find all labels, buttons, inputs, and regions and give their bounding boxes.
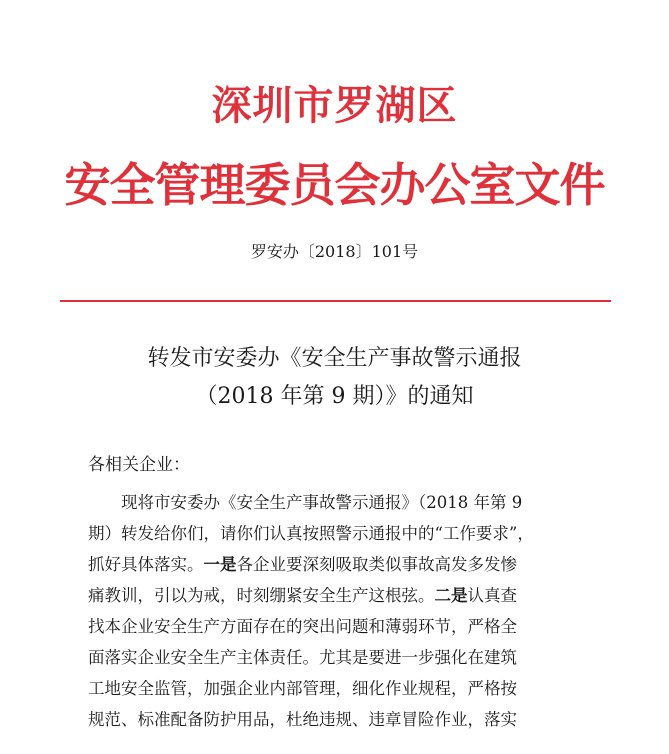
body-text-segment: 各企业要深刻吸取类似事故高发多发惨	[236, 555, 517, 574]
body-line-6: 面落实企业安全生产主体责任。尤其是要进一步强化在建筑	[88, 648, 517, 667]
salutation: 各相关企业：	[88, 455, 190, 475]
body-line-8: 规范、标准配备防护用品，杜绝违规、违章冒险作业，落实	[88, 710, 517, 729]
document-number: 罗安办〔2018〕101号	[250, 242, 419, 261]
body-line-1: 现将市安委办《安全生产事故警示通报》（2018 年第 9	[121, 493, 523, 512]
body-line-5: 找本企业安全生产方面存在的突出问题和薄弱环节，严格全	[88, 617, 517, 636]
body-line-7: 工地安全监管，加强企业内部管理，细化作业规程，严格按	[88, 679, 517, 698]
notice-title-line-2: （2018 年第 9 期）》的通知	[195, 384, 474, 409]
document-type-heading: 安全管理委员会办公室文件	[64, 158, 605, 212]
notice-title-line-1: 转发市安委办《安全生产事故警示通报	[147, 346, 522, 371]
body-line-3	[88, 549, 588, 580]
body-text-segment: 痛教训，引以为戒，时刻绷紧安全生产这根弦。	[88, 586, 435, 605]
body-text-segment: 抓好具体落实。	[88, 555, 204, 574]
body-line-4	[88, 580, 588, 611]
point-one-marker: 一是	[203, 555, 237, 574]
issuer-name: 深圳市罗湖区	[211, 82, 458, 129]
body-text-segment: 认真查	[467, 586, 517, 605]
red-divider-line	[60, 300, 611, 302]
point-two-marker: 二是	[434, 586, 468, 605]
body-line-2: 期）转发给你们，请你们认真按照警示通报中的“工作要求”，	[88, 524, 534, 543]
body-paragraph	[88, 487, 588, 735]
